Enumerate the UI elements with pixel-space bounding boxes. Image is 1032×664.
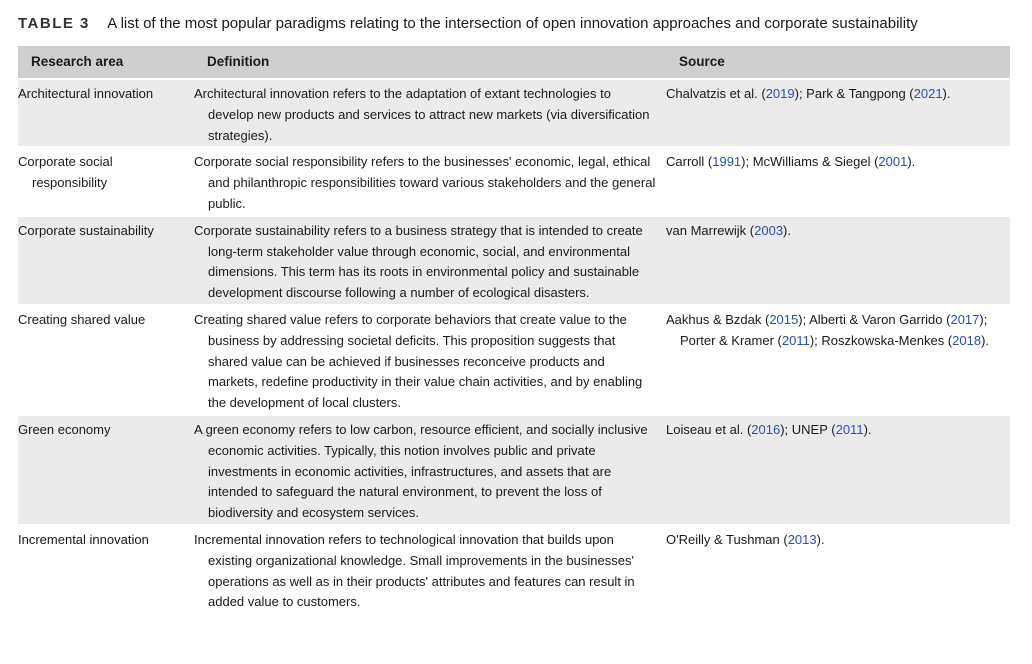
table-row <box>18 415 1010 525</box>
cell-research-area: Green economy <box>18 415 194 525</box>
cell-source <box>666 79 1010 147</box>
header-definition: Definition <box>194 46 666 79</box>
citation-year-link[interactable]: 2013 <box>787 531 817 547</box>
source-text: ). <box>783 222 791 238</box>
cell-research-area: Corporate social responsibility <box>18 147 194 215</box>
source-text: Chalvatzis et al. ( <box>666 86 766 101</box>
cell-source <box>666 415 1010 525</box>
source-text: ); Porter & Kramer ( <box>680 311 988 348</box>
cell-research-area: Incremental innovation <box>18 525 194 613</box>
citation-year-link[interactable]: 2017 <box>950 311 980 327</box>
source-text: Aakhus & Bzdak ( <box>666 311 770 327</box>
header-row <box>18 46 1010 79</box>
citation-year-link[interactable]: 2001 <box>878 154 908 170</box>
source-text: ); Park & Tangpong ( <box>794 86 914 101</box>
source-text: ); UNEP ( <box>780 421 836 437</box>
cell-definition: Architectural innovation refers to the adaptation of extant technologies to develop new products and services to attract new markets (via diversification strategies). <box>194 79 666 147</box>
citation-year-link[interactable]: 2015 <box>769 311 799 327</box>
cell-definition: Corporate social responsibility refers to the businesses' economic, legal, ethical and philanthropic responsibilities toward various stakeholders and the general public. <box>194 147 666 215</box>
cell-definition: Creating shared value refers to corporate behaviors that create value to the business by addressing societal deficits. This proposition suggests that shared value can be achieved if businesses reconceive products and markets, redefine productivity in their value chain activities, and by enabling the development of local clusters. <box>194 305 666 415</box>
source-text: Loiseau et al. ( <box>666 421 752 437</box>
cell-source <box>666 525 1010 613</box>
source-text: ). <box>981 332 990 348</box>
citation-year-link[interactable]: 2018 <box>952 332 982 348</box>
source-text: ). <box>863 421 872 437</box>
paradigms-table <box>18 46 1010 613</box>
table-body <box>18 79 1010 613</box>
citation-year-link[interactable]: 2011 <box>835 421 864 437</box>
table-row <box>18 216 1010 305</box>
source-text: ); McWilliams & Siegel ( <box>741 154 879 170</box>
source-text: van Marrewijk ( <box>666 222 755 238</box>
table-header <box>18 46 1010 79</box>
citation-year-link[interactable]: 2016 <box>751 421 781 437</box>
table-title: A list of the most popular paradigms relating to the intersection of open innovation approaches and corporate sustainability <box>107 15 918 32</box>
cell-research-area: Corporate sustainability <box>18 216 194 305</box>
citation-year-link[interactable]: 1991 <box>712 154 742 170</box>
citation-year-link[interactable]: 2011 <box>781 332 810 348</box>
source-text: ); Roszkowska-Menkes ( <box>809 332 953 348</box>
citation-year-link[interactable]: 2003 <box>754 222 784 238</box>
header-source: Source <box>666 46 1010 79</box>
table-row <box>18 525 1010 613</box>
citation-year-link[interactable]: 2019 <box>765 86 795 101</box>
source-text: ); Alberti & Varon Garrido ( <box>798 311 951 327</box>
table-row <box>18 147 1010 215</box>
table-row <box>18 79 1010 147</box>
header-research-area: Research area <box>18 46 194 79</box>
table-caption <box>18 14 918 34</box>
table-label: TABLE 3 <box>18 15 90 32</box>
cell-source <box>666 216 1010 305</box>
cell-source <box>666 147 1010 215</box>
source-text: Carroll ( <box>666 154 713 170</box>
cell-source <box>666 305 1010 415</box>
cell-definition: Incremental innovation refers to technological innovation that builds upon existing organizational knowledge. Small improvements in the businesses' operations as well as in their products' attributes and features can result in added value to customers. <box>194 525 666 613</box>
cell-definition: A green economy refers to low carbon, resource efficient, and socially inclusive economic activities. Typically, this notion involves public and private investments in economic activities, infrastructures, and assets that are intended to safeguard the natural environment, to prevent the loss of biodiversity and ecosystem services. <box>194 415 666 525</box>
source-text: ). <box>907 154 916 170</box>
cell-research-area: Creating shared value <box>18 305 194 415</box>
source-text: ). <box>942 86 951 101</box>
cell-definition: Corporate sustainability refers to a business strategy that is intended to create long-term stakeholder value through economic, social, and environmental dimensions. This term has its roots in environmental policy and sustainable development discourse following a number of ecological disasters. <box>194 216 666 305</box>
source-text: O'Reilly & Tushman ( <box>666 531 788 547</box>
cell-research-area: Architectural innovation <box>18 79 194 147</box>
citation-year-link[interactable]: 2021 <box>913 86 943 101</box>
table-row <box>18 305 1010 415</box>
source-text: ). <box>816 531 825 547</box>
